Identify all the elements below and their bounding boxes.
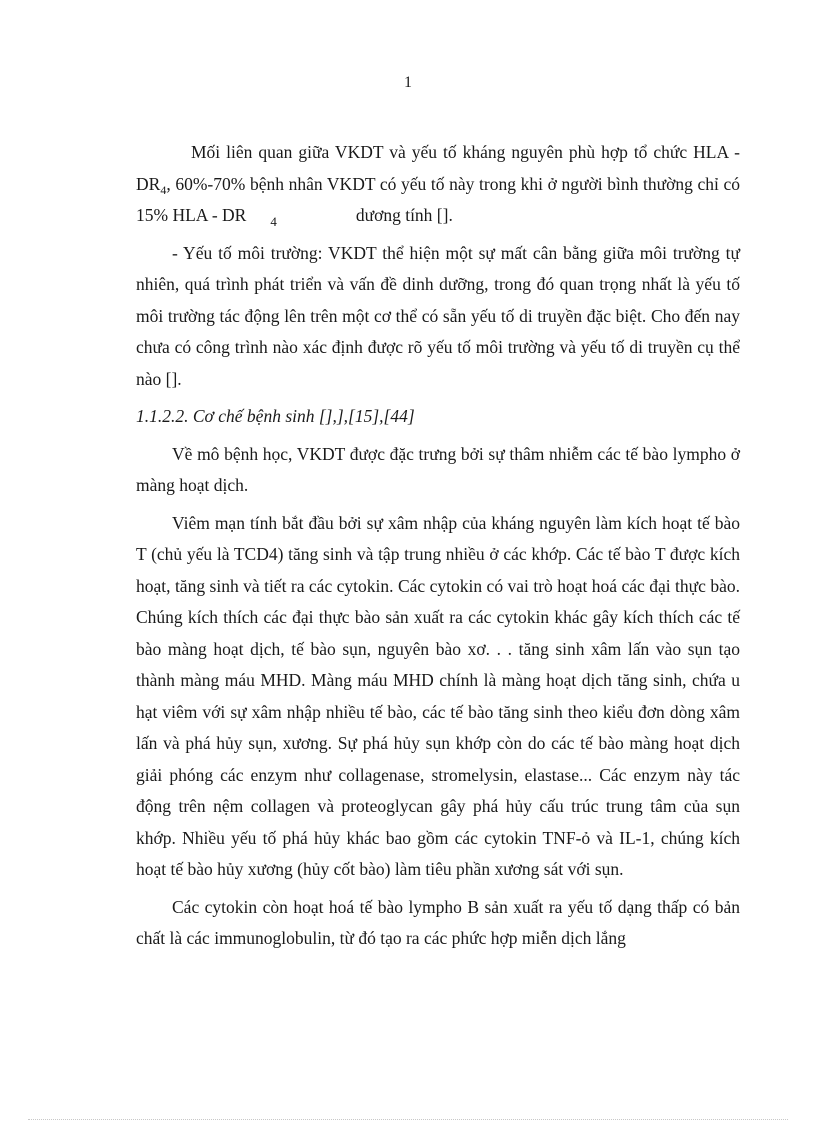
document-body [136,137,740,955]
paragraph-chronic-inflammation: Viêm mạn tính bắt đầu bởi sự xâm nhập của kháng nguyên làm kích hoạt tế bào T (chủ yếu là TCD4) tăng sinh và tập trung nhiều ở các khớp. Các tế bào T được kích hoạt, tăng sinh và tiết ra các cytokin. Các cytokin có vai trò hoạt hoá các đại thực bào. Chúng kích thích các đại thực bào sản xuất ra các cytokin khác gây kích thích các tế bào màng hoạt dịch, tế bào sụn, nguyên bào xơ. . . tăng sinh xâm lấn vào sụn tạo thành màng máu MHD. Màng máu MHD chính là màng hoạt dịch tăng sinh, chứa u hạt viêm với sự xâm nhập nhiều tế bào, các tế bào tăng sinh theo kiểu đơn dòng xâm lấn và phá hủy sụn, xương. Sự phá hủy sụn khớp còn do các tế bào màng hoạt dịch giải phóng các enzym như collagenase, stromelysin, elastase... Các enzym này tác động trên nệm collagen và proteoglycan gây phá hủy cấu trúc trung tâm của sụn khớp. Nhiều yếu tố phá hủy khác bao gồm các cytokin TNF-ỏ và IL-1, chúng kích hoạt tế bào hủy xương (hủy cốt bào) làm tiêu phần xương sát với sụn. [136,512,740,879]
paragraph-histopathology: Về mô bệnh học, VKDT được đặc trưng bởi sự thâm nhiễm các tế bào lympho ở màng hoạt dịch. [136,443,740,495]
page-bottom-rule [28,1119,788,1120]
p1-subscript-b: 4 [270,214,277,229]
p1-text-c: dương tính []. [355,205,453,225]
paragraph-environment-factor: - Yếu tố môi trường: VKDT thể hiện một sự mất cân bằng giữa môi trường tự nhiên, quá trình phát triển và vấn đề dinh dưỡng, trong đó quan trọng nhất là yếu tố môi trường tác động lên trên một cơ thể có sẵn yếu tố di truyền đặc biệt. Cho đến nay chưa có công trình nào xác định được rõ yếu tố môi trường và yếu tố di truyền cụ thể nào []. [136,242,740,389]
paragraph-cytokin-lympho-b: Các cytokin còn hoạt hoá tế bào lympho B sản xuất ra yếu tố dạng thấp có bản chất là các immunoglobulin, từ đó tạo ra các phức hợp miễn dịch lắng [136,896,740,948]
section-heading-pathogenesis: 1.1.2.2. Cơ chế bệnh sinh [],],[15],[44] [136,406,415,426]
paragraph-hla-association [136,137,740,232]
page-number: 1 [404,74,412,91]
p1-subscript-a: 4 [160,182,167,197]
p1-text-a: Mối liên quan giữa VKDT và yếu tố kháng nguyên phù hợp tổ chức HLA - DR [136,142,740,194]
p1-text-b: , 60%-70% bệnh nhân VKDT có yếu tố này trong khi ở người bình thường chỉ có 15% HLA - DR [136,173,740,225]
